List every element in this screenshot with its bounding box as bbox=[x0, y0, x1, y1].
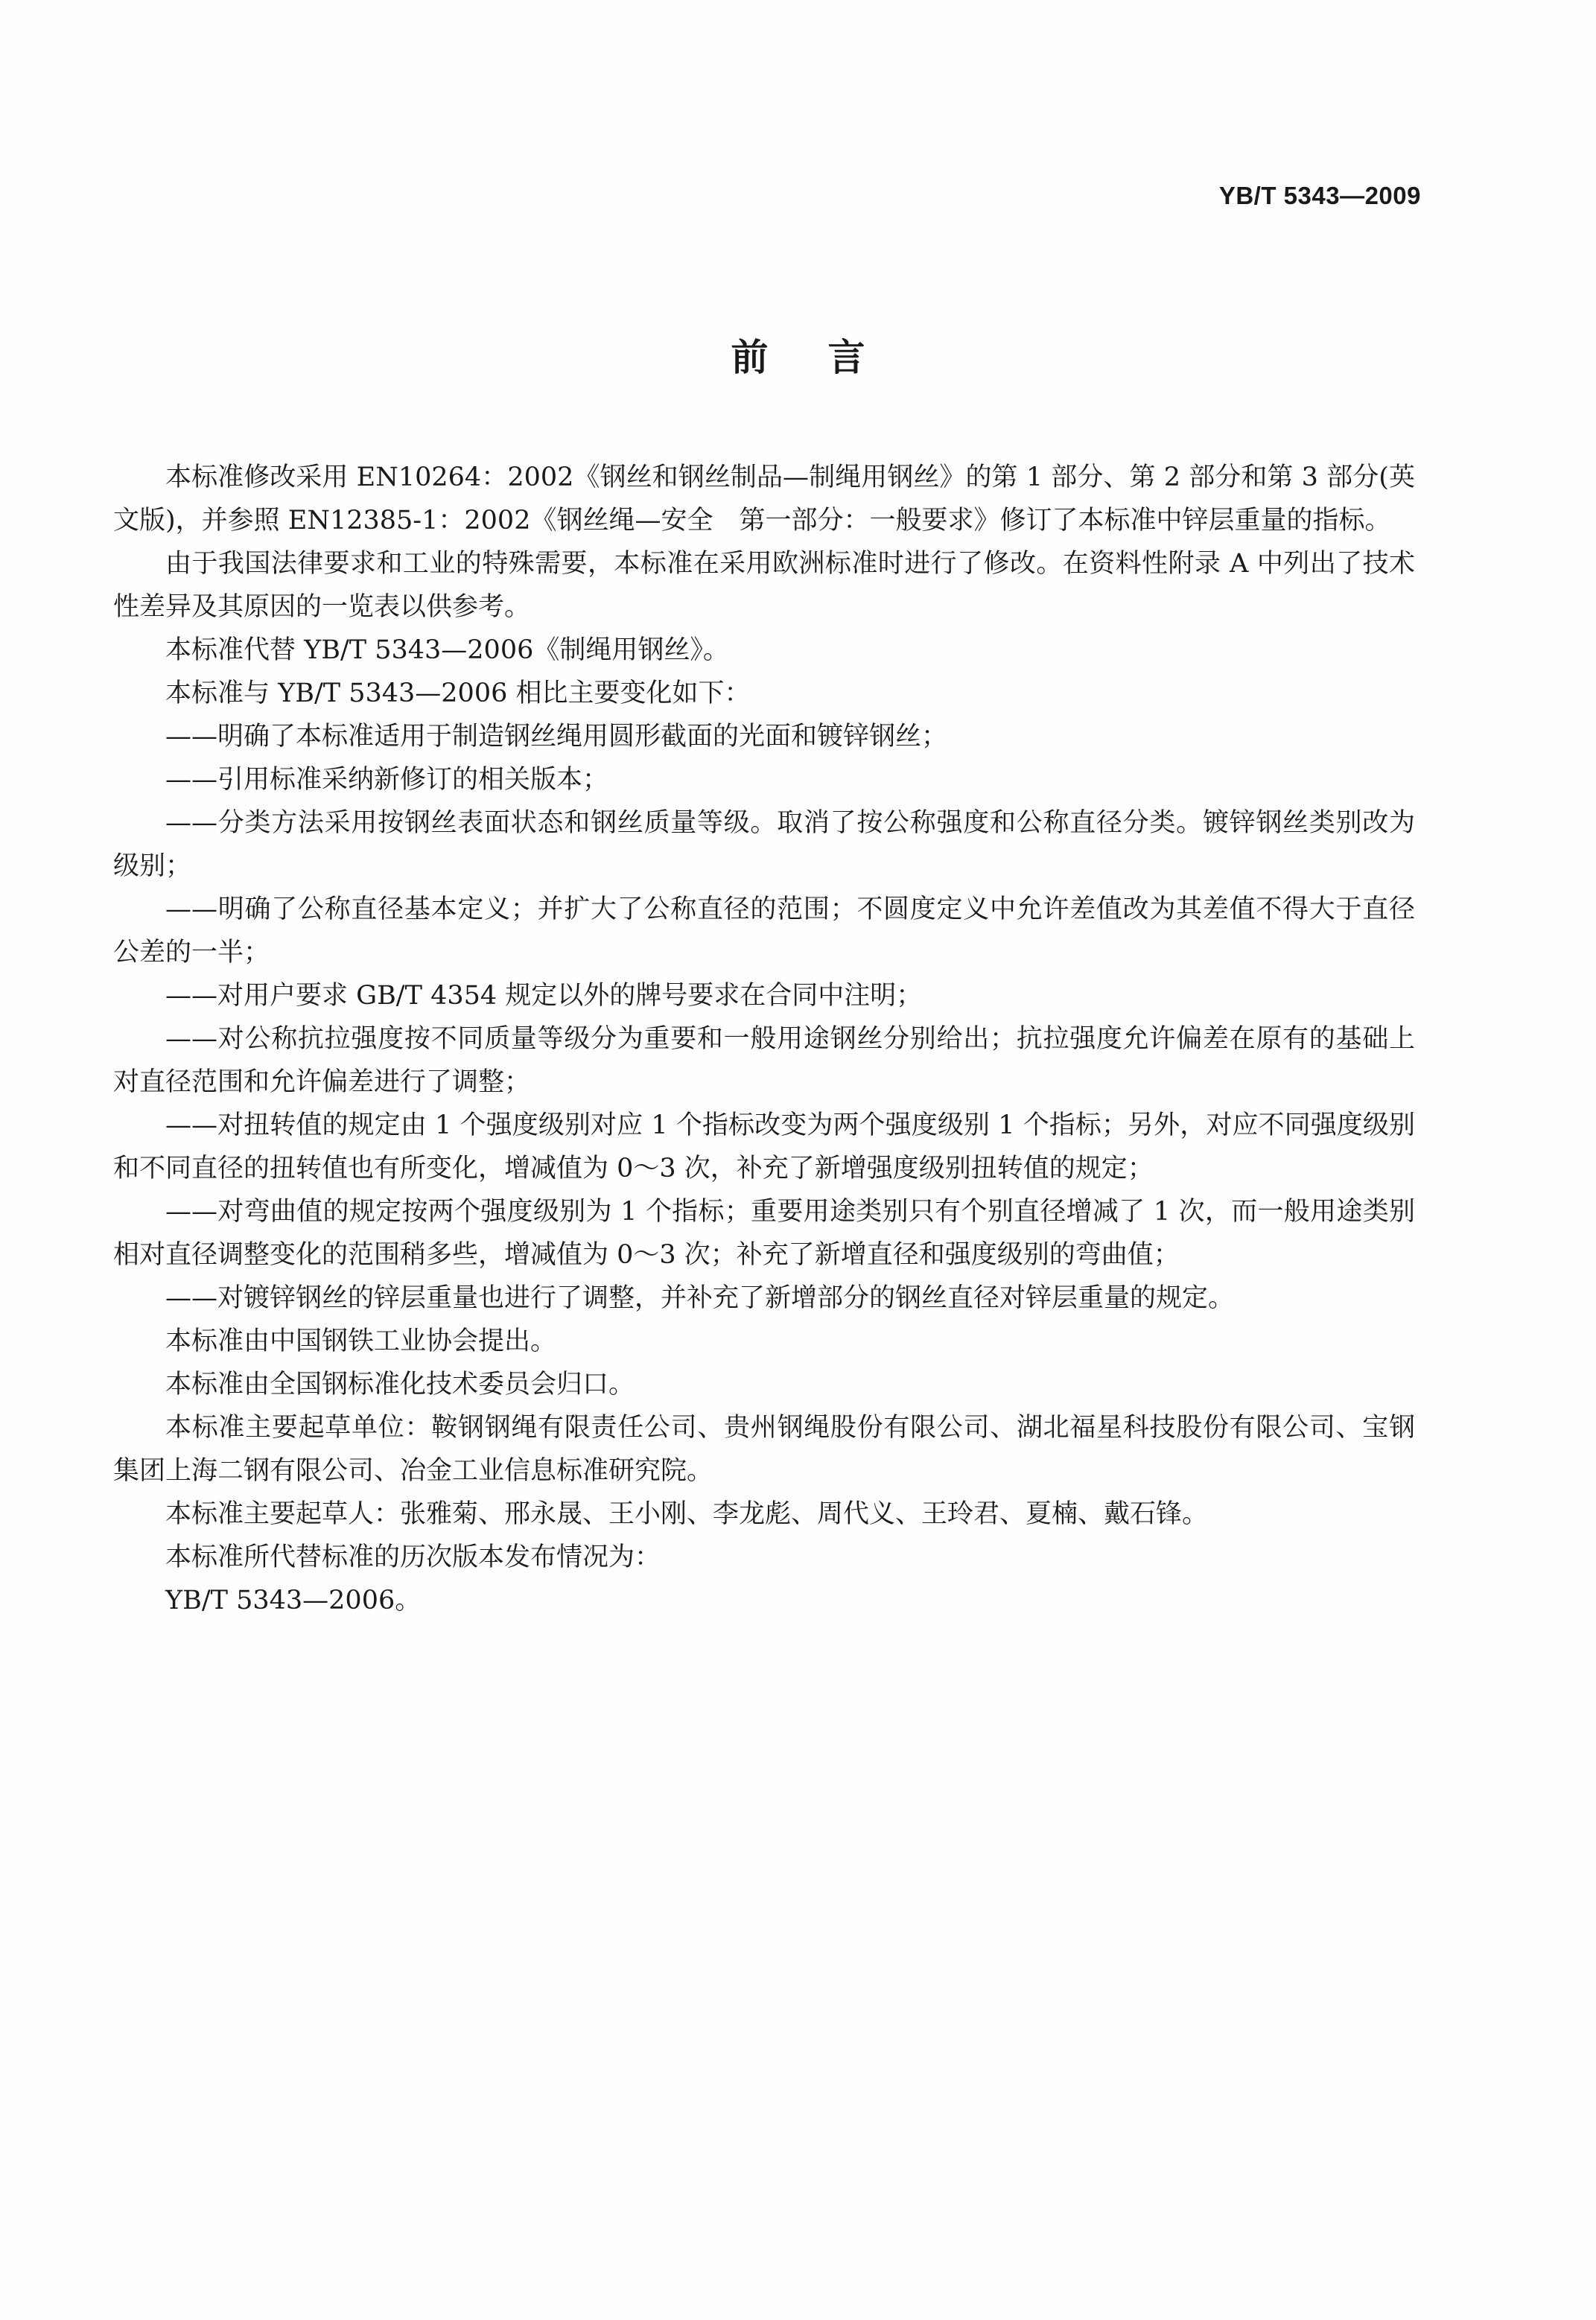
foreword-body bbox=[113, 456, 1415, 1622]
paragraph: 本标准代替 YB/T 5343—2006《制绳用钢丝》。 bbox=[165, 635, 729, 665]
page-title: 前言 bbox=[731, 336, 925, 379]
change-item: ——对用户要求 GB/T 4354 规定以外的牌号要求在合同中注明； bbox=[165, 981, 923, 1011]
paragraph: 本标准所代替标准的历次版本发布情况为： bbox=[165, 1542, 661, 1572]
paragraph: 本标准主要起草单位：鞍钢钢绳有限责任公司、贵州钢绳股份有限公司、湖北福星科技股份有限公司、宝钢集团上海二钢有限公司、冶金工业信息标准研究院。 bbox=[113, 1413, 1415, 1486]
paragraph: 本标准由全国钢标准化技术委员会归口。 bbox=[165, 1370, 635, 1399]
document-code: YB/T 5343—2009 bbox=[1218, 182, 1421, 209]
change-item: ——明确了本标准适用于制造钢丝绳用圆形截面的光面和镀锌钢丝； bbox=[165, 722, 948, 751]
paragraph: 由于我国法律要求和工业的特殊需要，本标准在采用欧洲标准时进行了修改。在资料性附录 A 中列出了技术性差异及其原因的一览表以供参考。 bbox=[113, 549, 1415, 622]
change-item: ——分类方法采用按钢丝表面状态和钢丝质量等级。取消了按公称强度和公称直径分类。镀锌钢丝类别改为级别； bbox=[113, 808, 1415, 881]
change-item: ——对弯曲值的规定按两个强度级别为 1 个指标；重要用途类别只有个别直径增减了 1 次，而一般用途类别相对直径调整变化的范围稍多些，增减值为 0～3 次；补充了新增直径和强度级别的弯曲值； bbox=[113, 1197, 1415, 1270]
change-item: ——对镀锌钢丝的锌层重量也进行了调整，并补充了新增部分的钢丝直径对锌层重量的规定。 bbox=[165, 1283, 1235, 1313]
paragraph: 本标准主要起草人：张雅菊、邢永晟、王小刚、李龙彪、周代义、王玲君、夏楠、戴石锋。 bbox=[165, 1499, 1209, 1529]
paragraph: 本标准与 YB/T 5343—2006 相比主要变化如下： bbox=[165, 678, 751, 708]
paragraph: 本标准由中国钢铁工业协会提出。 bbox=[165, 1326, 557, 1356]
change-item: ——引用标准采纳新修订的相关版本； bbox=[165, 765, 609, 795]
paragraph: 本标准修改采用 EN10264：2002《钢丝和钢丝制品—制绳用钢丝》的第 1 部分、第 2 部分和第 3 部分(英文版)，并参照 EN12385-1：2002《钢丝绳—安全 第一部分：一般要求》修订了本标准中锌层重量的指标。 bbox=[113, 463, 1415, 535]
change-item: ——明确了公称直径基本定义；并扩大了公称直径的范围；不圆度定义中允许差值改为其差值不得大于直径公差的一半； bbox=[113, 894, 1415, 967]
change-item: ——对公称抗拉强度按不同质量等级分为重要和一般用途钢丝分别给出；抗拉强度允许偏差在原有的基础上对直径范围和允许偏差进行了调整； bbox=[113, 1024, 1415, 1097]
paragraph: YB/T 5343—2006。 bbox=[165, 1586, 422, 1615]
change-item: ——对扭转值的规定由 1 个强度级别对应 1 个指标改变为两个强度级别 1 个指标；另外，对应不同强度级别和不同直径的扭转值也有所变化，增减值为 0～3 次，补充了新增强度级别扭转值的规定； bbox=[113, 1110, 1415, 1183]
